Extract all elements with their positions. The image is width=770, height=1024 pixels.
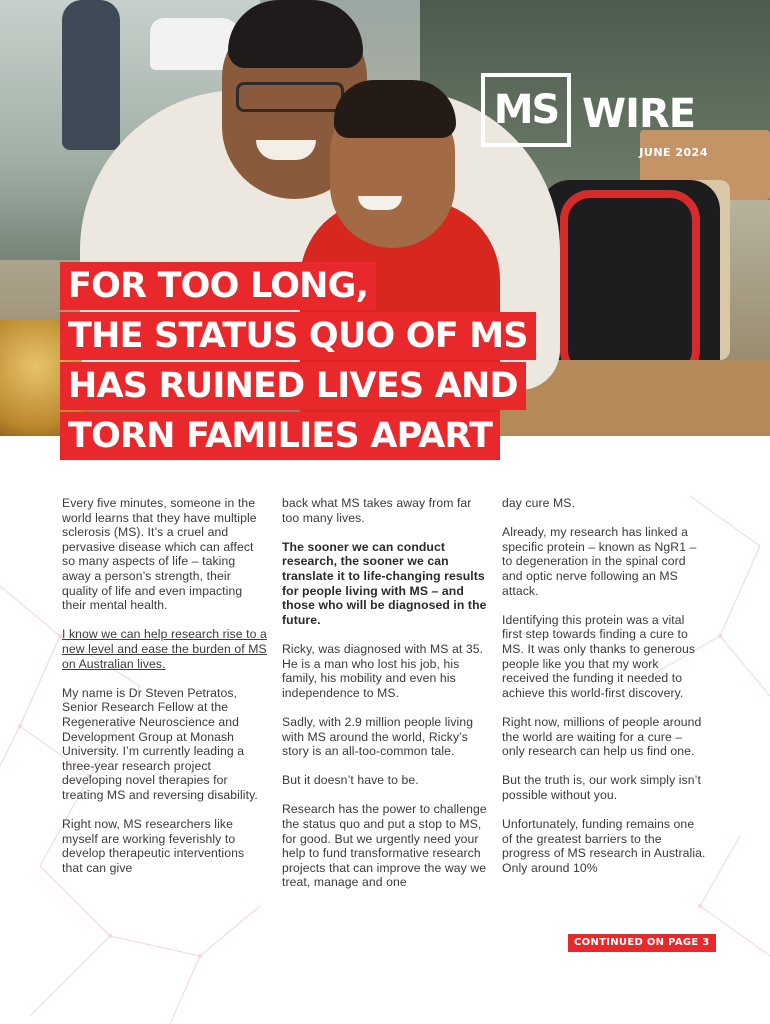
photo-man-hair <box>228 0 363 68</box>
article-column-1 <box>62 496 267 890</box>
paragraph: Sadly, with 2.9 million people living with MS around the world, Ricky’s story is an all-too-common tale. <box>282 714 474 759</box>
paragraph: Right now, MS researchers like myself are working feverishly to develop therapeutic interventions that can give <box>62 817 245 875</box>
article-column-3 <box>502 496 707 890</box>
photo-pedestrian <box>62 0 120 150</box>
paragraph: Ricky, was diagnosed with MS at 35. He is a man who lost his job, his family, his mobility and even his independence to MS. <box>282 641 484 700</box>
headline-line: FOR TOO LONG, <box>60 262 376 310</box>
article-column-2 <box>282 496 487 905</box>
continued-on-page-label: CONTINUED ON PAGE 3 <box>568 934 716 952</box>
paragraph: My name is Dr Steven Petratos, Senior Research Fellow at the Regenerative Neuroscience and Development Group at Monash University. I’m currently leading a three-year research project developing novel therapies for treating MS and reversing disability. <box>62 685 258 802</box>
paragraph-emphasis: The sooner we can conduct research, the sooner we can translate it to life-changing results for people living with MS – and those who will be diagnosed in the future. <box>282 539 487 627</box>
issue-date: JUNE 2024 <box>639 146 708 159</box>
paragraph: But it doesn’t have to be. <box>282 773 419 788</box>
paragraph: back what MS takes away from far too many lives. <box>282 496 472 525</box>
wire-logo: WIRE <box>582 91 696 137</box>
paragraph: Research has the power to challenge the status quo and put a stop to MS, for good. But we urgently need your help to fund transformative research projects that can improve the way we treat, manage and one <box>282 802 487 890</box>
photo-backpack-strap <box>560 190 700 380</box>
headline <box>60 262 536 462</box>
paragraph: Every five minutes, someone in the world learns that they have multiple sclerosis (MS). It’s a cruel and pervasive disease which can affect so many aspects of life – taking away a person’s strength, their quality of life and even impacting their mental health. <box>62 496 257 613</box>
paragraph: Right now, millions of people around the world are waiting for a cure – only research can help us find one. <box>502 714 702 759</box>
ms-logo <box>481 73 571 147</box>
paragraph: But the truth is, our work simply isn’t possible without you. <box>502 773 701 802</box>
ms-logo-text: MS <box>493 87 559 133</box>
paragraph-link[interactable]: I know we can help research rise to a new level and ease the burden of MS on Australian lives. <box>62 627 267 671</box>
paragraph: Already, my research has linked a specific protein – known as NgR1 – to degeneration in the spinal cord and optic nerve following an MS attack. <box>502 525 697 598</box>
paragraph: Unfortunately, funding remains one of the greatest barriers to the progress of MS research in Australia. Only around 10% <box>502 817 706 875</box>
photo-boy-hair <box>334 80 456 138</box>
headline-line: TORN FAMILIES APART <box>60 412 500 460</box>
headline-line: THE STATUS QUO OF MS <box>60 312 536 360</box>
paragraph: day cure MS. <box>502 496 575 510</box>
paragraph: Identifying this protein was a vital first step towards finding a cure to MS. It was only thanks to generous people like you that my work received the funding it needed to achieve this world-first discovery. <box>502 612 696 700</box>
photo-glasses <box>236 82 344 112</box>
headline-line: HAS RUINED LIVES AND <box>60 362 526 410</box>
article-body <box>62 496 712 926</box>
